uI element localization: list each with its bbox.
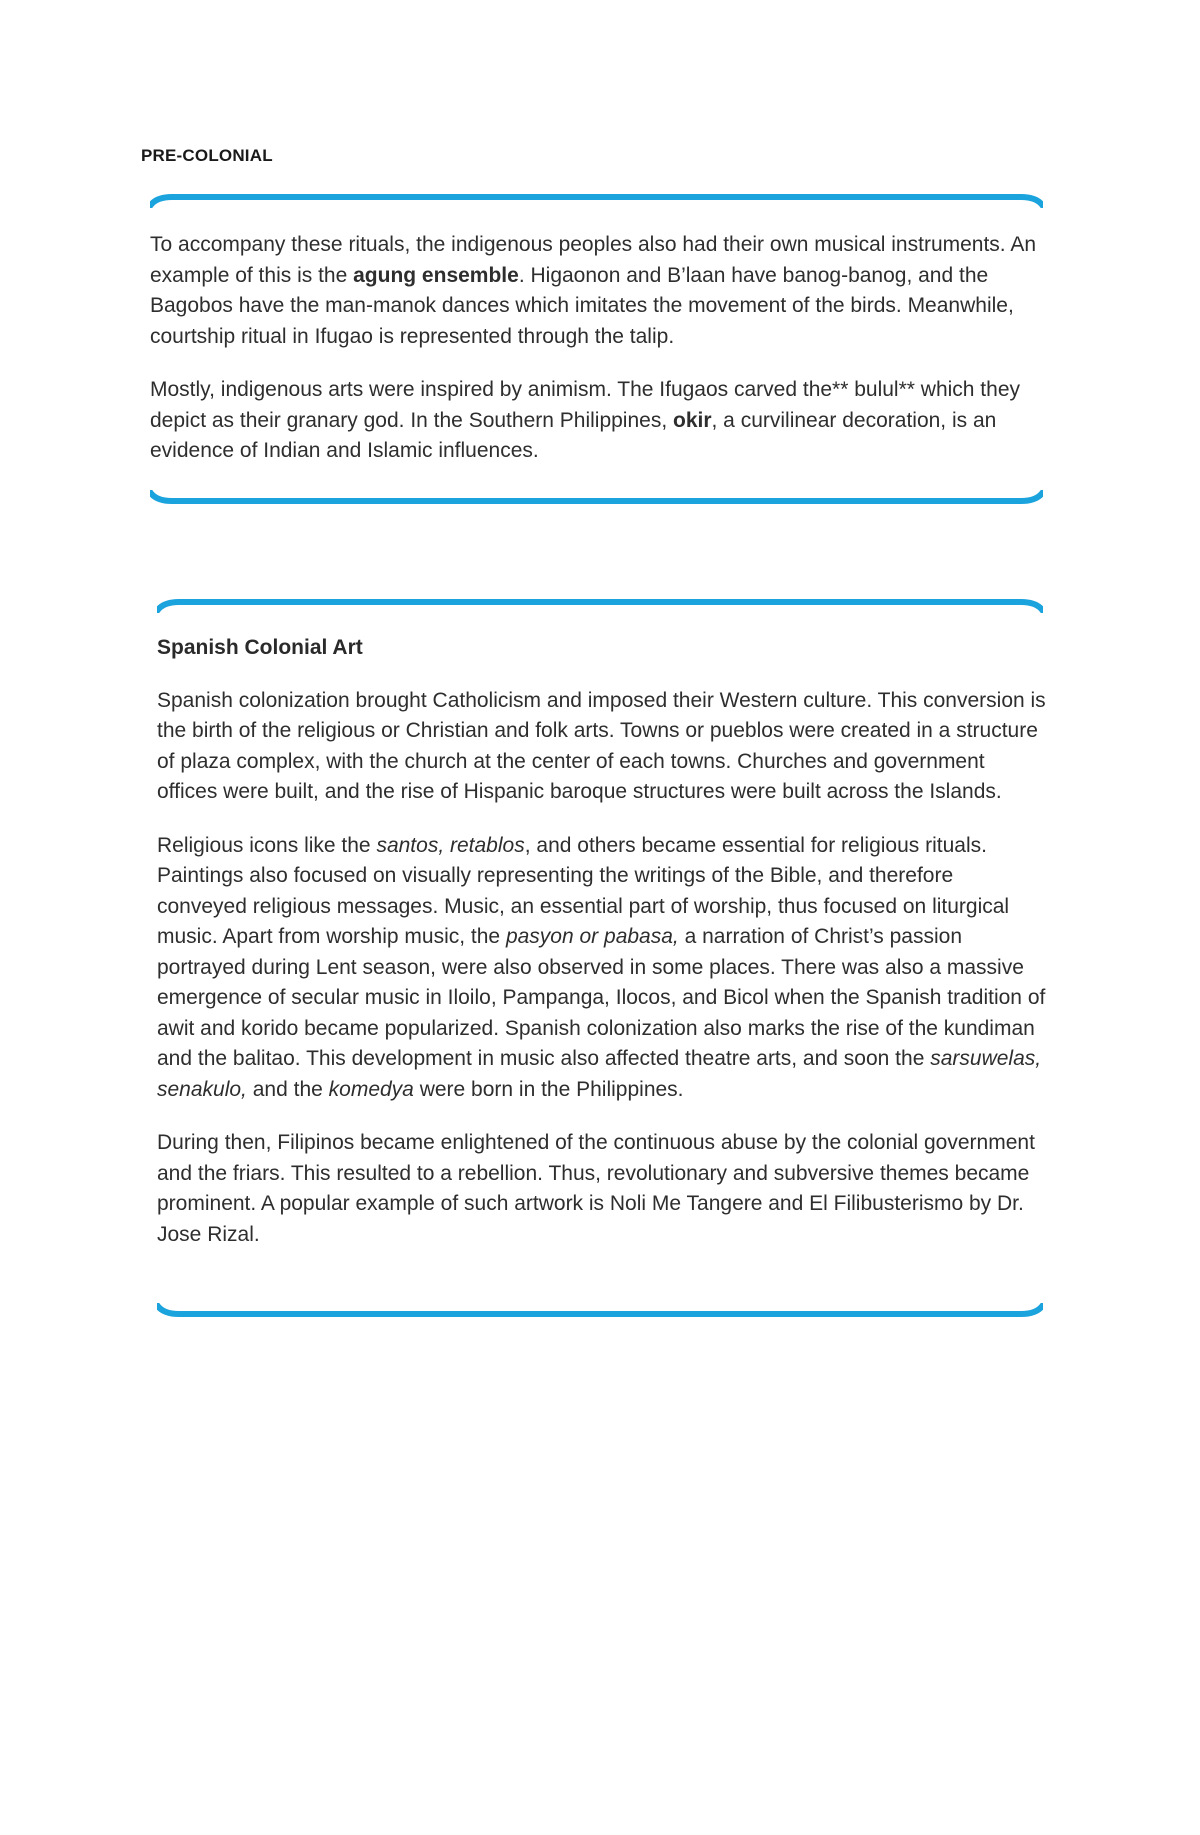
spanish-box-top-rule — [157, 597, 1043, 613]
p1-text-start: To accompany these rituals, the indigenous peoples also had their own musical instruments. An example of this is the — [150, 233, 1036, 287]
p2-text-end: , a curvilinear decoration, is an evidence of Indian and Islamic influences. — [150, 408, 997, 462]
spanish-paragraph-1: Spanish colonization brought Catholicism and imposed their Western culture. This conversion is the birth of the religious or Christian and folk arts. Towns or pueblos were created in a structure of plaza complex, with the church at the center of each towns. Churches and government offices were built, and the rise of Hispanic baroque structures were built across the Islands. — [157, 688, 1046, 803]
section-title: Spanish Colonial Art — [157, 636, 363, 659]
agung-ensemble-term: agung ensemble — [353, 263, 519, 287]
box-top-rule — [150, 192, 1043, 208]
precolonial-paragraph-1 — [150, 230, 1045, 352]
p2-text-start: Mostly, indigenous arts were inspired by animism. The Ifugaos carved the** bulul** which they depict as their granary god. In the Southern Philippines, — [150, 378, 1020, 432]
sarsuwelas-term: sarsuwelas, senakulo, — [157, 1047, 1042, 1101]
spanish-box — [157, 633, 1047, 1273]
p1-text-end: . Higaonon and B’laan have banog-banog, and the Bagobos have the man-manok dances which imitates the movement of the birds. Meanwhile, courtship ritual in Ifugao is represented through the talip. — [150, 263, 1014, 348]
pasyon-term: pasyon or pabasa, — [505, 925, 679, 948]
spanish-box-bottom-rule — [157, 1303, 1043, 1319]
komedya-term: komedya — [328, 1077, 414, 1101]
okir-term: okir — [673, 408, 712, 432]
spanish-paragraph-2: Religious icons like the santos, retablos, and others became essential for religious rituals. Paintings also focused on visually representing the writings of the Bible, and therefore conveyed religious messages. Music, an essential part of worship, thus focused on liturgical music. Apart from worship music, the pasyon or pabasa, a narration of Christ’s passion portrayed during Lent season, were also observed in some places. There was also a massive emergence of secular music in Iloilo, Pampanga, Ilocos, and Bicol when the Spanish tradition of awit and korido became popularized. Spanish colonization also marks the rise of the kundiman and the balitao. This development in music also affected theatre arts, and soon the sarsuwelas, senakulo, and the komedya were born in the Philippines. — [157, 833, 1046, 1101]
spanish-paragraph-3: During then, Filipinos became enlightened of the continuous abuse by the colonial government and the friars. This resulted to a rebellion. Thus, revolutionary and subversive themes became prominent. A popular example of such artwork is Noli Me Tangere and El Filibusterismo by Dr. Jose Rizal. — [157, 1131, 1035, 1246]
page-heading: PRE-COLONIAL — [141, 146, 273, 165]
santos-retablos-term: santos, retablos — [376, 833, 525, 857]
precolonial-box — [150, 230, 1045, 490]
precolonial-paragraph-2 — [150, 375, 1045, 467]
box-bottom-rule — [150, 490, 1043, 506]
